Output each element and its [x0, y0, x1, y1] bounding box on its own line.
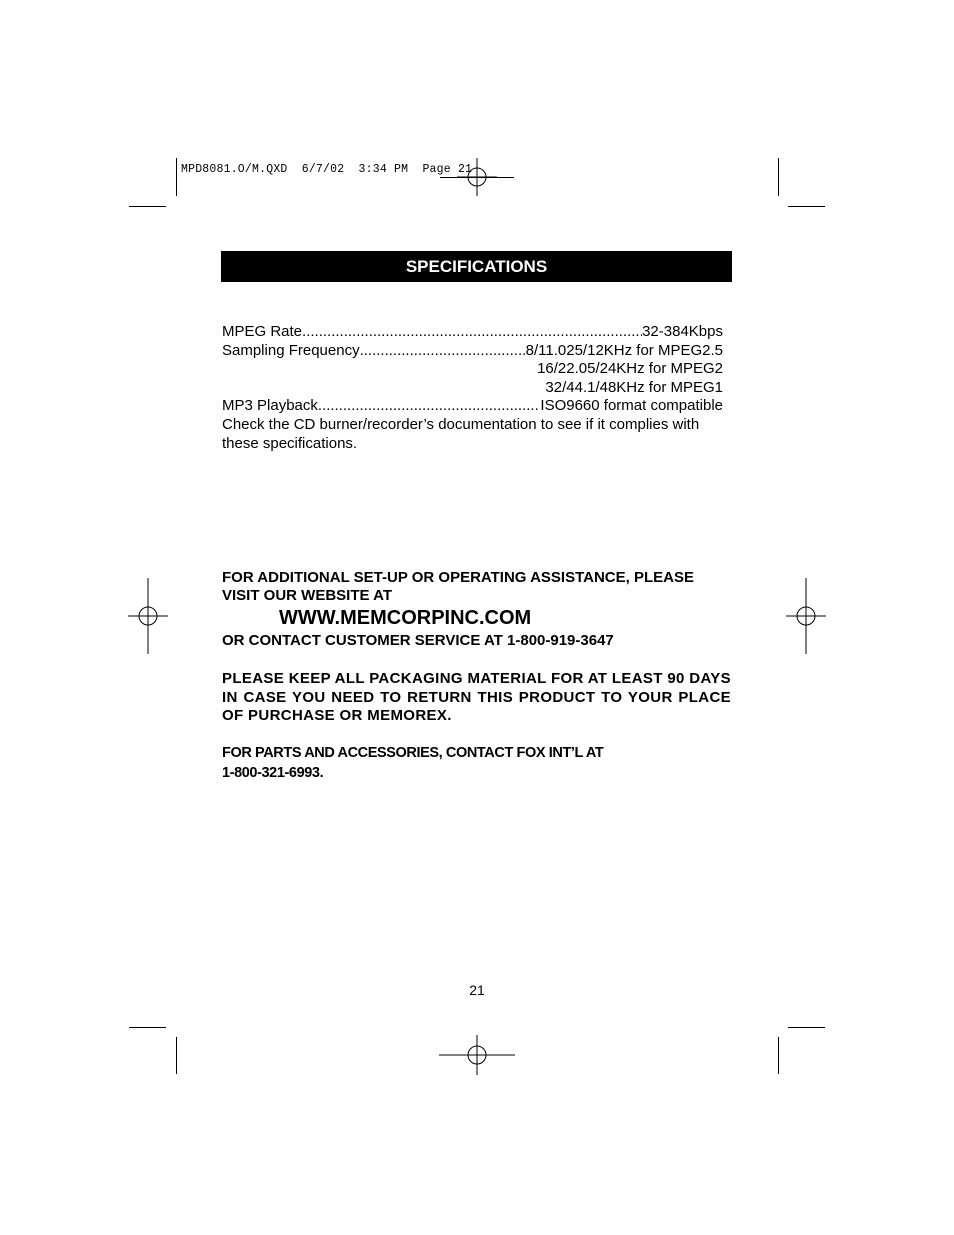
slug-rule [440, 177, 514, 178]
spec-note: Check the CD burner/recorder’s documentation to see if it complies with these specifications. [222, 415, 700, 452]
crop-mark-top-left-v [176, 158, 177, 196]
spec-mp3-playback [222, 397, 723, 416]
specifications-list [222, 323, 723, 453]
crop-mark-bottom-right-v [778, 1037, 779, 1074]
crop-mark-bottom-right-h [788, 1027, 825, 1028]
registration-mark-left-icon [128, 578, 168, 654]
assistance-line-2: VISIT OUR WEBSITE AT [222, 587, 393, 604]
leader-dots [318, 397, 541, 416]
spec-value: 32-384Kbps [642, 323, 723, 340]
page-number: 21 [469, 982, 485, 998]
leader-dots [360, 342, 526, 361]
leader-dots [302, 323, 642, 342]
spec-value: ISO9660 format compatible [540, 397, 723, 415]
file-slug: MPD8081.O/M.QXD 6/7/02 3:34 PM Page 21 [181, 163, 473, 176]
crop-mark-top-right-h [788, 206, 825, 207]
crop-mark-bottom-left-v [176, 1037, 177, 1074]
spec-mpeg-rate [222, 323, 723, 342]
section-title: SPECIFICATIONS [221, 251, 732, 282]
registration-mark-right-icon [786, 578, 826, 654]
assistance-line-1: FOR ADDITIONAL SET-UP OR OPERATING ASSISTANCE, PLEASE [222, 569, 694, 586]
website-url: WWW.MEMCORPINC.COM [279, 607, 532, 629]
parts-contact-line-1: FOR PARTS AND ACCESSORIES, CONTACT FOX INT’L AT [222, 745, 604, 761]
spec-label: MPEG Rate [222, 323, 303, 340]
spec-sampling-frequency [222, 342, 723, 361]
packaging-notice: PLEASE KEEP ALL PACKAGING MATERIAL FOR AT LEAST 90 DAYS IN CASE YOU NEED TO RETURN THIS PRODUCT TO YOUR PLACE OF PURCHASE OR MEMOREX. [222, 670, 731, 725]
crop-mark-top-right-v [778, 158, 779, 196]
spec-value: 8/11.025/12KHz for MPEG2.5 [525, 341, 723, 359]
customer-service-contact: OR CONTACT CUSTOMER SERVICE AT 1-800-919-3647 [222, 632, 614, 649]
spec-label: Sampling Frequency [222, 341, 360, 359]
crop-mark-bottom-left-h [129, 1027, 166, 1028]
crop-mark-top-left-h [129, 206, 166, 207]
spec-label: MP3 Playback [222, 397, 318, 415]
registration-mark-bottom-icon [439, 1035, 515, 1075]
spec-value-continued: 32/44.1/48KHz for MPEG1 [545, 378, 723, 396]
parts-contact-line-2: 1-800-321-6993. [222, 765, 324, 781]
spec-value-continued: 16/22.05/24KHz for MPEG2 [537, 360, 723, 378]
